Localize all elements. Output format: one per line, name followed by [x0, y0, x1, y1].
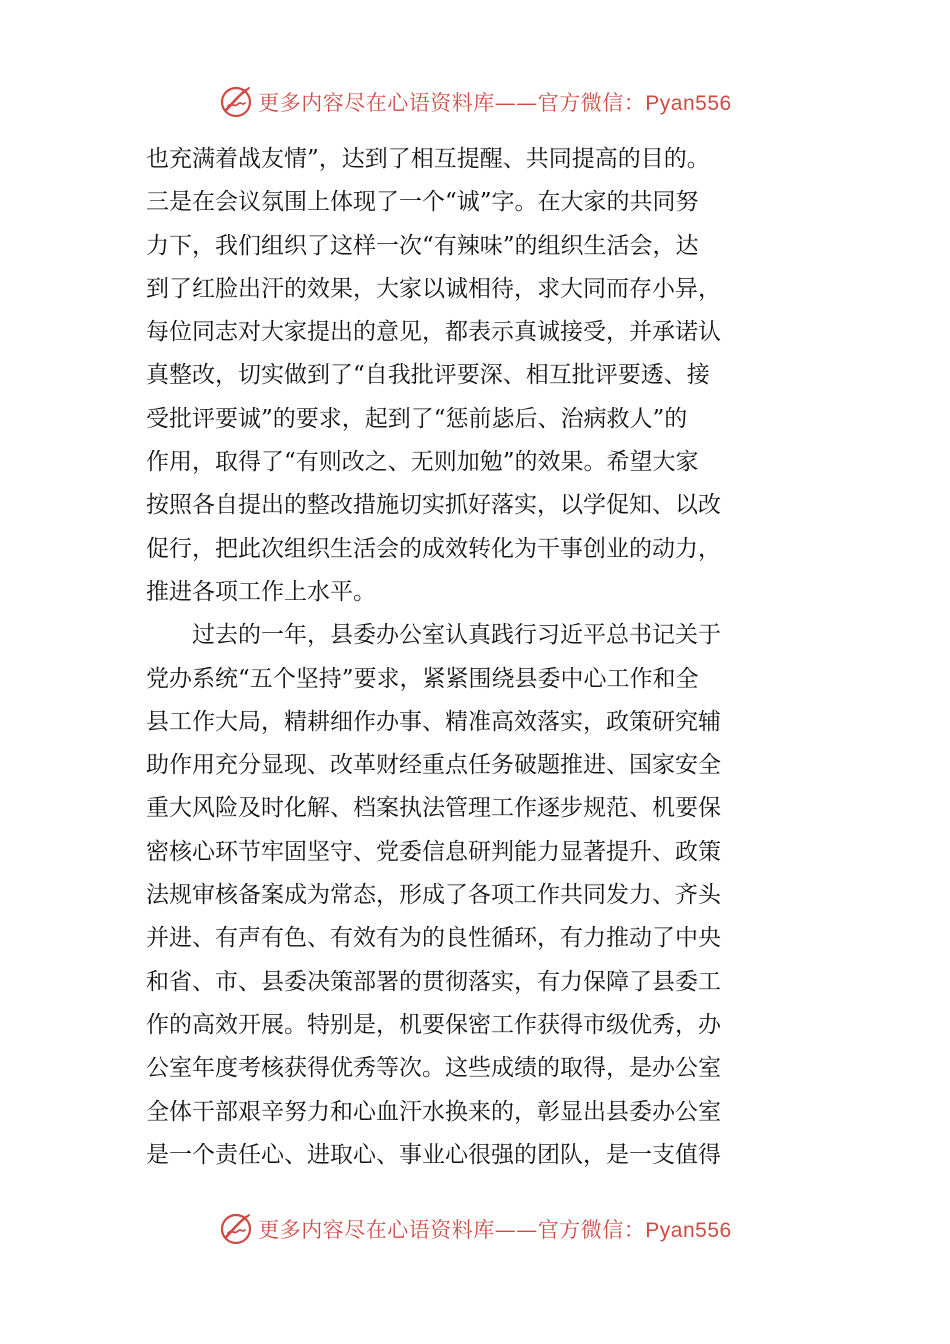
footer-channel-label: 官方微信： [537, 1218, 646, 1242]
paragraph-1 [146, 138, 806, 614]
text-line: 重大风险及时化解、档案执法管理工作逐步规范、机要保 [146, 795, 721, 822]
signature-pen-icon [218, 84, 254, 120]
text-line: 并进、有声有色、有效有为的良性循环，有力推动了中央 [146, 925, 721, 952]
header-brand: 更多内容尽在心语资料库 [258, 91, 495, 115]
text-line: 助作用充分显现、改革财经重点任务破题推进、国家安全 [146, 752, 721, 779]
text-line: 全体干部艰辛努力和心血汗水换来的，彰显出县委办公室 [146, 1098, 721, 1125]
text-line: 过去的一年，县委办公室认真践行习近平总书记关于 [192, 622, 721, 649]
footer-brand: 更多内容尽在心语资料库 [258, 1218, 495, 1242]
signature-pen-icon [218, 1211, 254, 1247]
text-line: 公室年度考核获得优秀等次。这些成绩的取得，是办公室 [146, 1055, 721, 1082]
footer-account: Pyan556 [645, 1219, 732, 1242]
text-line: 法规审核备案成为常态，形成了各项工作共同发力、齐头 [146, 882, 721, 909]
text-line: 每位同志对大家提出的意见，都表示真诚接受，并承诺认 [146, 319, 721, 346]
text-line: 是一个责任心、进取心、事业心很强的团队，是一支值得 [146, 1141, 721, 1168]
header-channel-label: 官方微信： [537, 91, 646, 115]
text-line: 密核心环节牢固坚守、党委信息研判能力显著提升、政策 [146, 838, 721, 865]
header-separator: —— [494, 91, 538, 115]
text-line: 促行，把此次组织生活会的成效转化为干事创业的动力， [146, 535, 721, 562]
footer-text [258, 1214, 731, 1244]
text-line: 真整改，切实做到了“自我批评要深、相互批评要透、接 [146, 362, 710, 389]
text-line: 按照各自提出的整改措施切实抓好落实，以学促知、以改 [146, 492, 721, 519]
text-line: 到了红脸出汗的效果，大家以诚相待，求大同而存小异， [146, 275, 721, 302]
text-line: 三是在会议氛围上体现了一个“诚”字。在大家的共同努 [146, 189, 699, 216]
footer-banner [0, 1207, 950, 1251]
text-line: 推进各项工作上水平。 [146, 578, 376, 605]
header-text [258, 87, 731, 117]
paragraph-2 [146, 614, 806, 1177]
text-line: 力下，我们组织了这样一次“有辣味”的组织生活会，达 [146, 232, 699, 259]
header-account: Pyan556 [645, 92, 732, 115]
footer-separator: —— [494, 1218, 538, 1242]
text-line: 作用，取得了“有则改之、无则加勉”的效果。希望大家 [146, 449, 699, 476]
header-banner [0, 80, 950, 124]
text-line: 党办系统“五个坚持”要求，紧紧围绕县委中心工作和全 [146, 665, 699, 692]
text-line: 也充满着战友情”，达到了相互提醒、共同提高的目的。 [146, 146, 710, 172]
text-line: 作的高效开展。特别是，机要保密工作获得市级优秀，办 [146, 1011, 721, 1038]
text-line: 县工作大局，精耕细作办事、精准高效落实，政策研究辅 [146, 708, 721, 735]
text-line: 受批评要诚”的要求，起到了“惩前毖后、治病救人”的 [146, 405, 688, 432]
document-body [146, 138, 806, 1177]
text-line: 和省、市、县委决策部署的贯彻落实，有力保障了县委工 [146, 968, 721, 995]
